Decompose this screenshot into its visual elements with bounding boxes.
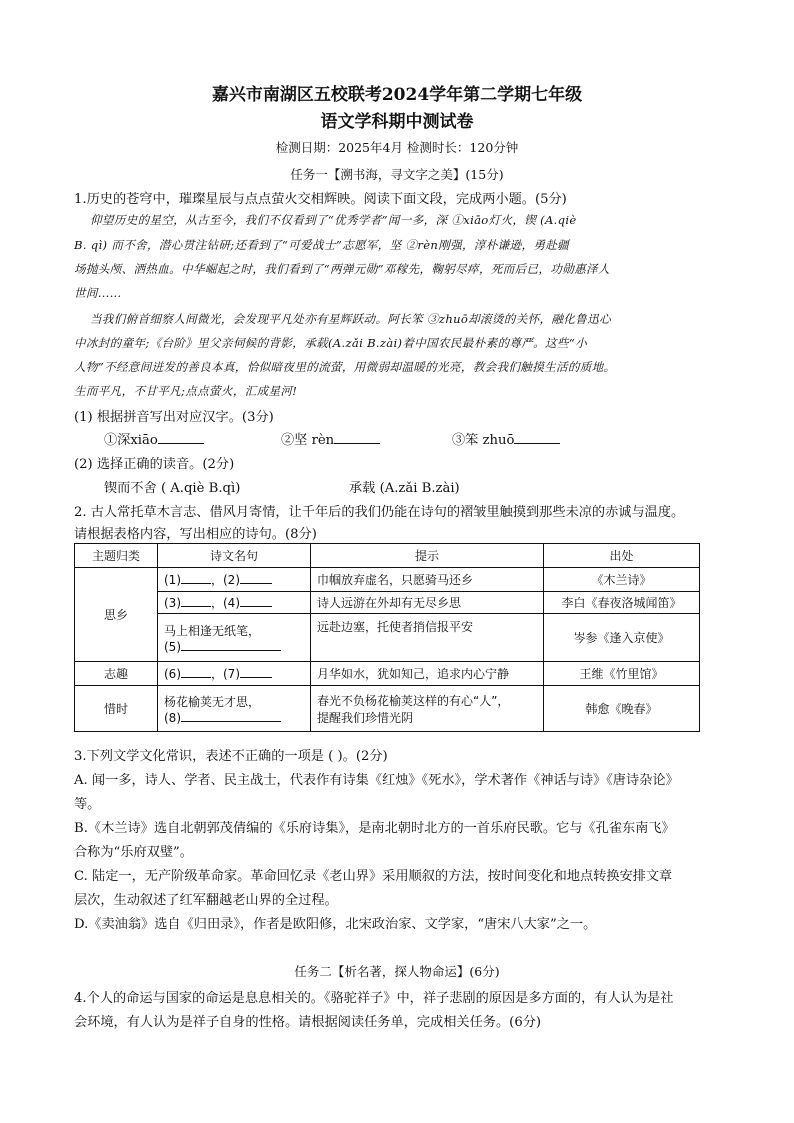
- q3-option-d: D.《卖油翁》选自《归田录》，作者是欧阳修，北宋政治家、文学家，“唐宋八大家”之一。: [74, 917, 597, 932]
- table-row: [75, 686, 700, 732]
- q3-stem: 3.下列文学文化常识，表述不正确的一项是 ( )。(2分): [74, 749, 388, 764]
- source-cell: 韩愈《晚春》: [544, 686, 700, 732]
- passage-line: 世间……: [74, 286, 122, 300]
- pinyin-label: ③笨 zhuō: [452, 433, 515, 448]
- passage-line: 场抛头颅、洒热血。中华崛起之时，我们看到了“两弹元勋”邓稼先，鞠躬尽瘁，死而后已，功勋惠泽人: [74, 262, 610, 276]
- table-row: [75, 568, 700, 592]
- source-cell: 李白《春夜洛城闻笛》: [544, 592, 700, 614]
- q1-sub2: (2) 选择正确的读音。(2分): [74, 457, 235, 472]
- pinyin-item: [104, 429, 204, 448]
- poem-table: [74, 543, 700, 732]
- q3-option-b: B.《木兰诗》选自北朝郭茂倩编的《乐府诗集》，是南北朝时北方的一首乐府民歌。它与《孔雀东南飞》: [74, 821, 675, 836]
- source-cell: 王维《竹里馆》: [544, 662, 700, 686]
- passage-line: 仰望历史的星空，从古至今，我们不仅看到了“优秀学者”闻一多，深 ①xiāo灯火，锲 (A.qiè: [90, 213, 577, 227]
- table-row: [75, 592, 700, 614]
- q4-line2: 会环境，有人认为是祥子自身的性格。请根据阅读任务单，完成相关任务。(6分): [74, 1015, 542, 1030]
- answer-blank[interactable]: [514, 431, 560, 444]
- poem-line-cell[interactable]: (3) ，(4): [158, 592, 311, 614]
- exam-meta: 检测日期：2025年4月 检测时长：120分钟: [275, 140, 519, 155]
- theme-cell: 志趣: [75, 662, 158, 686]
- pinyin-label: ①深xiāo: [104, 433, 158, 448]
- poem-line-cell[interactable]: 杨花榆荚无才思， (8): [158, 686, 311, 732]
- reading-item: 锲而不舍 ( A.qiè B.qì): [104, 481, 241, 496]
- q3-option-c-cont: 层次，生动叙述了红军翻越老山界的全过程。: [74, 893, 338, 908]
- passage-line: 生而平凡，不甘平凡;点点萤火，汇成星河!: [74, 384, 298, 398]
- answer-blank[interactable]: [158, 431, 204, 444]
- q2-stem-line2: 请根据表格内容，写出相应的诗句。(8分): [74, 527, 317, 542]
- pinyin-item: [452, 429, 560, 448]
- q2-stem-line1: 2. 古人常托草木言志、借风月寄情，让千年后的我们仍能在诗句的褶皱里触摸到那些未凉的赤诚与温度。: [74, 505, 685, 520]
- header-source: 出处: [544, 544, 700, 568]
- theme-cell: 惜时: [75, 686, 158, 732]
- header-theme: 主题归类: [75, 544, 158, 568]
- table-row: [75, 662, 700, 686]
- task2-heading: 任务二【析名著，探人物命运】(6分): [294, 964, 500, 979]
- hint-cell: 春光不负杨花榆荚这样的有心“人”， 提醒我们珍惜光阴: [311, 686, 544, 732]
- passage-line: B. qì) 而不舍，潜心贯注钻研;还看到了“可爱战士”志愿军，坚 ②rèn刚强，淳朴谦逊，勇赴疆: [74, 238, 570, 252]
- poem-line-cell[interactable]: 马上相逢无纸笔， (5): [158, 614, 311, 662]
- hint-cell: 远赴边塞，托使者捎信报平安: [311, 614, 544, 662]
- q1-stem: 1.历史的苍穹中，璀璨星辰与点点萤火交相辉映。阅读下面文段，完成两小题。(5分): [74, 192, 567, 207]
- theme-cell: 思乡: [75, 568, 158, 662]
- hint-cell: 月华如水，犹如知己，追求内心宁静: [311, 662, 544, 686]
- pinyin-label: ②坚 rèn: [281, 433, 335, 448]
- q3-option-c: C. 陆定一，无产阶级革命家。革命回忆录《老山界》采用顺叙的方法，按时间变化和地点转换安排文章: [74, 869, 673, 884]
- reading-item: 承载 (A.zǎi B.zài): [349, 481, 460, 496]
- passage-line: 中冰封的童年;《台阶》里父亲伺候的背影，承载(A.zǎi B.zài)着中国农民最朴素的尊严。这些“小: [74, 336, 587, 350]
- q4-line1: 4.个人的命运与国家的命运是息息相关的。《骆驼祥子》中，祥子悲剧的原因是多方面的，有人认为是社: [74, 991, 674, 1006]
- source-cell: 岑参《逢入京使》: [544, 614, 700, 662]
- exam-title-line2: 语文学科期中测试卷: [320, 112, 474, 132]
- q3-option-a-cont: 等。: [74, 797, 101, 812]
- q3-option-b-cont: 合称为“乐府双璧”。: [74, 845, 193, 860]
- pinyin-item: [281, 429, 380, 448]
- poem-line-cell[interactable]: (1) ，(2): [158, 568, 311, 592]
- table-header-row: [75, 544, 700, 568]
- hint-cell: 诗人远游在外却有无尽乡思: [311, 592, 544, 614]
- header-lines: 诗文名句: [158, 544, 311, 568]
- task1-heading: 任务一【溯书海，寻文字之美】(15分): [290, 167, 504, 182]
- poem-line-cell[interactable]: (6) ，(7): [158, 662, 311, 686]
- passage-line: 人物”不经意间迸发的善良本真，恰似暗夜里的流萤，用微弱却温暖的光亮，教会我们触摸生活的质地。: [74, 360, 616, 374]
- exam-title-line1: 嘉兴市南湖区五校联考2024学年第二学期七年级: [211, 85, 583, 105]
- hint-cell: 巾帼放弃虚名，只愿骑马还乡: [311, 568, 544, 592]
- table-row: [75, 614, 700, 662]
- q1-sub1: (1) 根据拼音写出对应汉字。(3分): [74, 410, 274, 425]
- passage-line: 当我们俯首细察人间微光，会发现平凡处亦有星辉跃动。阿长笨 ③zhuō却滚烫的关怀，融化鲁迅心: [90, 312, 611, 326]
- header-hint: 提示: [311, 544, 544, 568]
- source-cell: 《木兰诗》: [544, 568, 700, 592]
- answer-blank[interactable]: [334, 431, 380, 444]
- q3-option-a: A. 闻一多，诗人、学者、民主战士，代表作有诗集《红烛》《死水》，学术著作《神话与诗》《唐诗杂论》: [74, 773, 679, 788]
